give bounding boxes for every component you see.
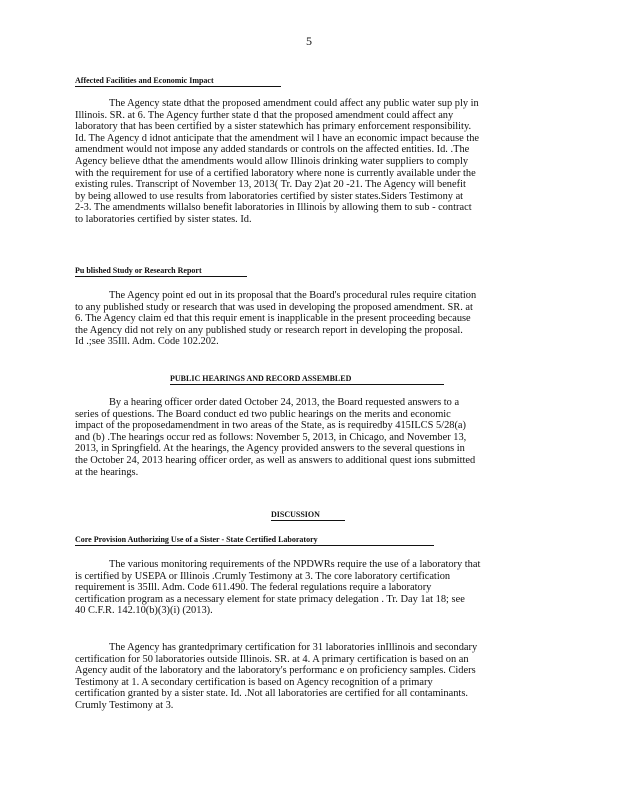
text-line: amendment would not impose any added standards or controls on the affected entities. Id. .The: [75, 144, 470, 156]
text-line: to any published study or research that was used in developing the proposed amendment. SR. at: [75, 301, 473, 313]
text-line: 2013, in Springfield. At the hearings, the Agency provided answers to the several questions in: [75, 443, 465, 455]
text-line: Crumly Testimony at 3.: [75, 699, 174, 711]
text-line: Agency audit of the laboratory and the laboratory's performanc e on proficiency samples. Ciders: [75, 665, 476, 677]
paragraph-public-hearings: [75, 397, 541, 478]
paragraph-laboratory-certification: [75, 642, 541, 712]
text-line: By a hearing officer order dated October 24, 2013, the Board requested answers to a: [109, 397, 460, 408]
text-line: Illinois. SR. at 6. The Agency further state d that the proposed amendment could affect any: [75, 109, 454, 121]
text-line: requirement is 35Ill. Adm. Code 611.490. The federal regulations require a laboratory: [75, 582, 432, 594]
paragraph-core-provision: [75, 559, 541, 617]
text-line: The Agency point ed out in its proposal that the Board's procedural rules require citation: [109, 290, 477, 301]
section-heading-published-study: Pu blished Study or Research Report: [75, 266, 247, 277]
text-line: Agency believe dthat the amendments would allow Illinois drinking water suppliers to comply: [75, 155, 469, 167]
text-line: impact of the proposedamendment in two areas of the State, as is requiredby 415ILCS 5/28(a): [75, 420, 466, 432]
text-line: existing rules. Transcript of November 13, 2013( Tr. Day 2)at 20 -21. The Agency will benefit: [75, 179, 466, 191]
text-line: series of questions. The Board conduct ed two public hearings on the merits and economic: [75, 408, 451, 420]
text-line: certification program as a necessary element for state primacy delegation . Tr. Day 1at 18; see: [75, 593, 465, 605]
text-line: the October 24, 2013 hearing officer order, as well as answers to additional quest ions submitted: [75, 454, 476, 466]
text-line: is certified by USEPA or Illinois .Crumly Testimony at 3. The core laboratory certification: [75, 570, 451, 582]
text-line: certification granted by a sister state. Id. .Not all laboratories are certified for all contaminants.: [75, 688, 468, 700]
text-line: The various monitoring requirements of the NPDWRs require the use of a laboratory that: [109, 559, 481, 570]
text-line: at the hearings.: [75, 466, 139, 478]
text-line: by being allowed to use results from laboratories certified by sister states.Siders Testimony at: [75, 190, 464, 202]
text-line: Id .;see 35Ill. Adm. Code 102.202.: [75, 336, 219, 348]
text-line: Testimony at 1. A secondary certification is based on Agency recognition of a primary: [75, 676, 433, 688]
text-line: 2-3. The amendments willalso benefit laboratories in Illinois by allowing them to sub - contract: [75, 202, 472, 214]
page-number: 5: [306, 34, 312, 48]
section-heading-affected-facilities: Affected Facilities and Economic Impact: [75, 76, 281, 87]
text-line: and (b) .The hearings occur red as follows: November 5, 2013, in Chicago, and November 13,: [75, 431, 467, 443]
paragraph-affected-facilities: [75, 98, 541, 226]
text-line: Id. The Agency d idnot anticipate that the amendment wil l have an economic impact because the: [75, 132, 480, 144]
text-line: to laboratories certified by sister states. Id.: [75, 213, 252, 225]
paragraph-published-study: [75, 290, 541, 348]
text-line: certification for 50 laboratories outside Illinois. SR. at 4. A primary certification is based on an: [75, 653, 469, 665]
text-line: 40 C.F.R. 142.10(b)(3)(i) (2013).: [75, 605, 213, 617]
text-line: The Agency has grantedprimary certification for 31 laboratories inIllinois and secondary: [109, 642, 478, 653]
section-heading-core-provision: Core Provision Authorizing Use of a Sister - State Certified Laboratory: [75, 535, 434, 546]
text-line: laboratory that has been certified by a sister statewhich has primary enforcement responsibility.: [75, 121, 472, 133]
section-heading-discussion: DISCUSSION: [271, 510, 345, 521]
text-line: 6. The Agency claim ed that this requir ement is inapplicable in the present proceeding because: [75, 313, 471, 325]
section-heading-public-hearings: PUBLIC HEARINGS AND RECORD ASSEMBLED: [170, 374, 444, 385]
text-line: with the requirement for use of a certified laboratory where none is currently available under the: [75, 167, 476, 179]
text-line: The Agency state dthat the proposed amendment could affect any public water sup ply in: [109, 98, 479, 109]
text-line: the Agency did not rely on any published study or research report in developing the proposal.: [75, 324, 463, 336]
